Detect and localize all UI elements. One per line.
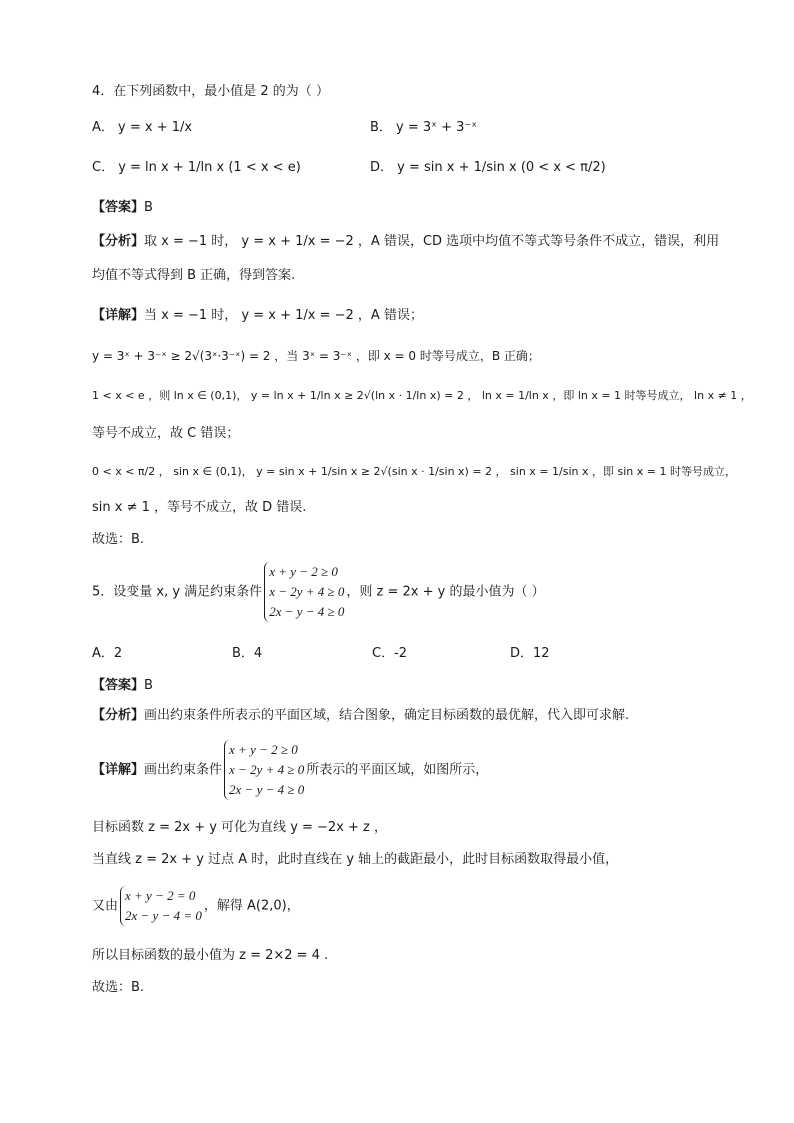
q4-detail-line-4: 等号不成立，故 C 错误； <box>92 426 240 441</box>
q5-constraint-1: x + y − 2 ≥ 0 <box>269 564 338 579</box>
q5-line-4: 所以目标函数的最小值为 z = 2×2 = 4 . <box>92 948 329 963</box>
q4-analysis-line-2: 均值不等式得到 B 正确，得到答案. <box>92 268 296 283</box>
q5-stem <box>92 562 545 623</box>
q5-option-a: A．2 <box>92 646 123 661</box>
detail-constraint-system <box>224 740 304 800</box>
q5-analysis <box>92 706 629 726</box>
answer-tag: 【答案】 <box>92 678 145 693</box>
q5-line-1: 目标函数 z = 2x + y 可化为直线 y = −2x + z ， <box>92 820 388 835</box>
line-3-pre: 又由 <box>92 898 119 914</box>
q5-constraint-system <box>264 562 344 622</box>
q4-choose: 故选：B. <box>92 532 145 547</box>
detail-tag: 【详解】 <box>92 762 145 778</box>
answer-value: B <box>144 678 153 693</box>
q4-detail-line-2: y = 3ˣ + 3⁻ˣ ≥ 2√(3ˣ·3⁻ˣ) = 2 ，当 3ˣ = 3⁻ˣ ，即 x = 0 时等号成立，B 正确； <box>92 349 540 363</box>
q5-constraint-2: x − 2y + 4 ≥ 0 <box>269 584 345 599</box>
q5-option-c: C．-2 <box>372 646 408 661</box>
detail-pre: 画出约束条件 <box>144 762 223 778</box>
analysis-tag: 【分析】 <box>92 234 145 249</box>
q5-constraint-3: 2x − y − 4 ≥ 0 <box>269 604 345 619</box>
detail-line-1: 当 x = −1 时， y = x + 1/x = −2 ，A 错误； <box>144 308 423 323</box>
q5-stem-pre: 5．设变量 x, y 满足约束条件 <box>92 584 263 600</box>
analysis-text: 画出约束条件所表示的平面区域，结合图象，确定目标函数的最优解，代入即可求解. <box>144 708 630 723</box>
answer-value: B <box>144 200 153 215</box>
analysis-line-1: 取 x = −1 时， y = x + 1/x = −2 ，A 错误，CD 选项中均值不等式等号条件不成立，错误，利用 <box>144 234 720 249</box>
detail-constraint-3: 2x − y − 4 ≥ 0 <box>229 782 305 797</box>
q5-option-b: B．4 <box>232 646 263 661</box>
line-3-post: ，解得 A(2,0)， <box>203 898 300 914</box>
equation-2: 2x − y − 4 = 0 <box>125 908 202 923</box>
q5-detail <box>92 740 488 801</box>
q4-detail-line-6: sin x ≠ 1 ，等号不成立，故 D 错误. <box>92 500 307 515</box>
equation-1: x + y − 2 = 0 <box>125 888 196 903</box>
q5-line-3 <box>92 886 300 927</box>
detail-post: 所表示的平面区域，如图所示， <box>306 762 489 778</box>
q5-choose: 故选：B. <box>92 980 145 995</box>
q4-option-d: D． y = sin x + 1/sin x (0 < x < π/2) <box>370 160 606 175</box>
q4-detail-line-5: 0 < x < π/2 ， sin x ∈ (0,1)， y = sin x + 1/sin x ≥ 2√(sin x · 1/sin x) = 2 ， sin x = 1/sin x ，即 sin x = 1 时等号成立， <box>92 465 736 478</box>
q4-option-a: A． y = x + 1/x <box>92 120 193 135</box>
q4-answer <box>92 198 153 218</box>
q4-detail <box>92 306 423 326</box>
detail-constraint-1: x + y − 2 ≥ 0 <box>229 742 298 757</box>
q4-analysis <box>92 232 719 252</box>
q4-stem: 4．在下列函数中，最小值是 2 的为（ ） <box>92 84 329 99</box>
q5-answer <box>92 676 153 696</box>
q4-detail-line-3: 1 < x < e ，则 ln x ∈ (0,1)， y = ln x + 1/ln x ≥ 2√(ln x · 1/ln x) = 2 ， ln x = 1/ln x ，即 ln x = 1 时等号成立， ln x ≠ 1 ， <box>92 389 752 402</box>
detail-constraint-2: x − 2y + 4 ≥ 0 <box>229 762 305 777</box>
answer-tag: 【答案】 <box>92 200 145 215</box>
q4-option-b: B． y = 3ˣ + 3⁻ˣ <box>370 120 478 135</box>
q5-stem-post: ，则 z = 2x + y 的最小值为（ ） <box>346 584 545 600</box>
analysis-tag: 【分析】 <box>92 708 145 723</box>
detail-tag: 【详解】 <box>92 308 145 323</box>
q5-line-2: 当直线 z = 2x + y 过点 A 时，此时直线在 y 轴上的截距最小，此时目标函数取得最小值， <box>92 852 619 867</box>
q5-option-d: D．12 <box>510 646 550 661</box>
q4-option-c: C． y = ln x + 1/ln x (1 < x < e) <box>92 160 301 175</box>
equation-system <box>120 886 202 926</box>
